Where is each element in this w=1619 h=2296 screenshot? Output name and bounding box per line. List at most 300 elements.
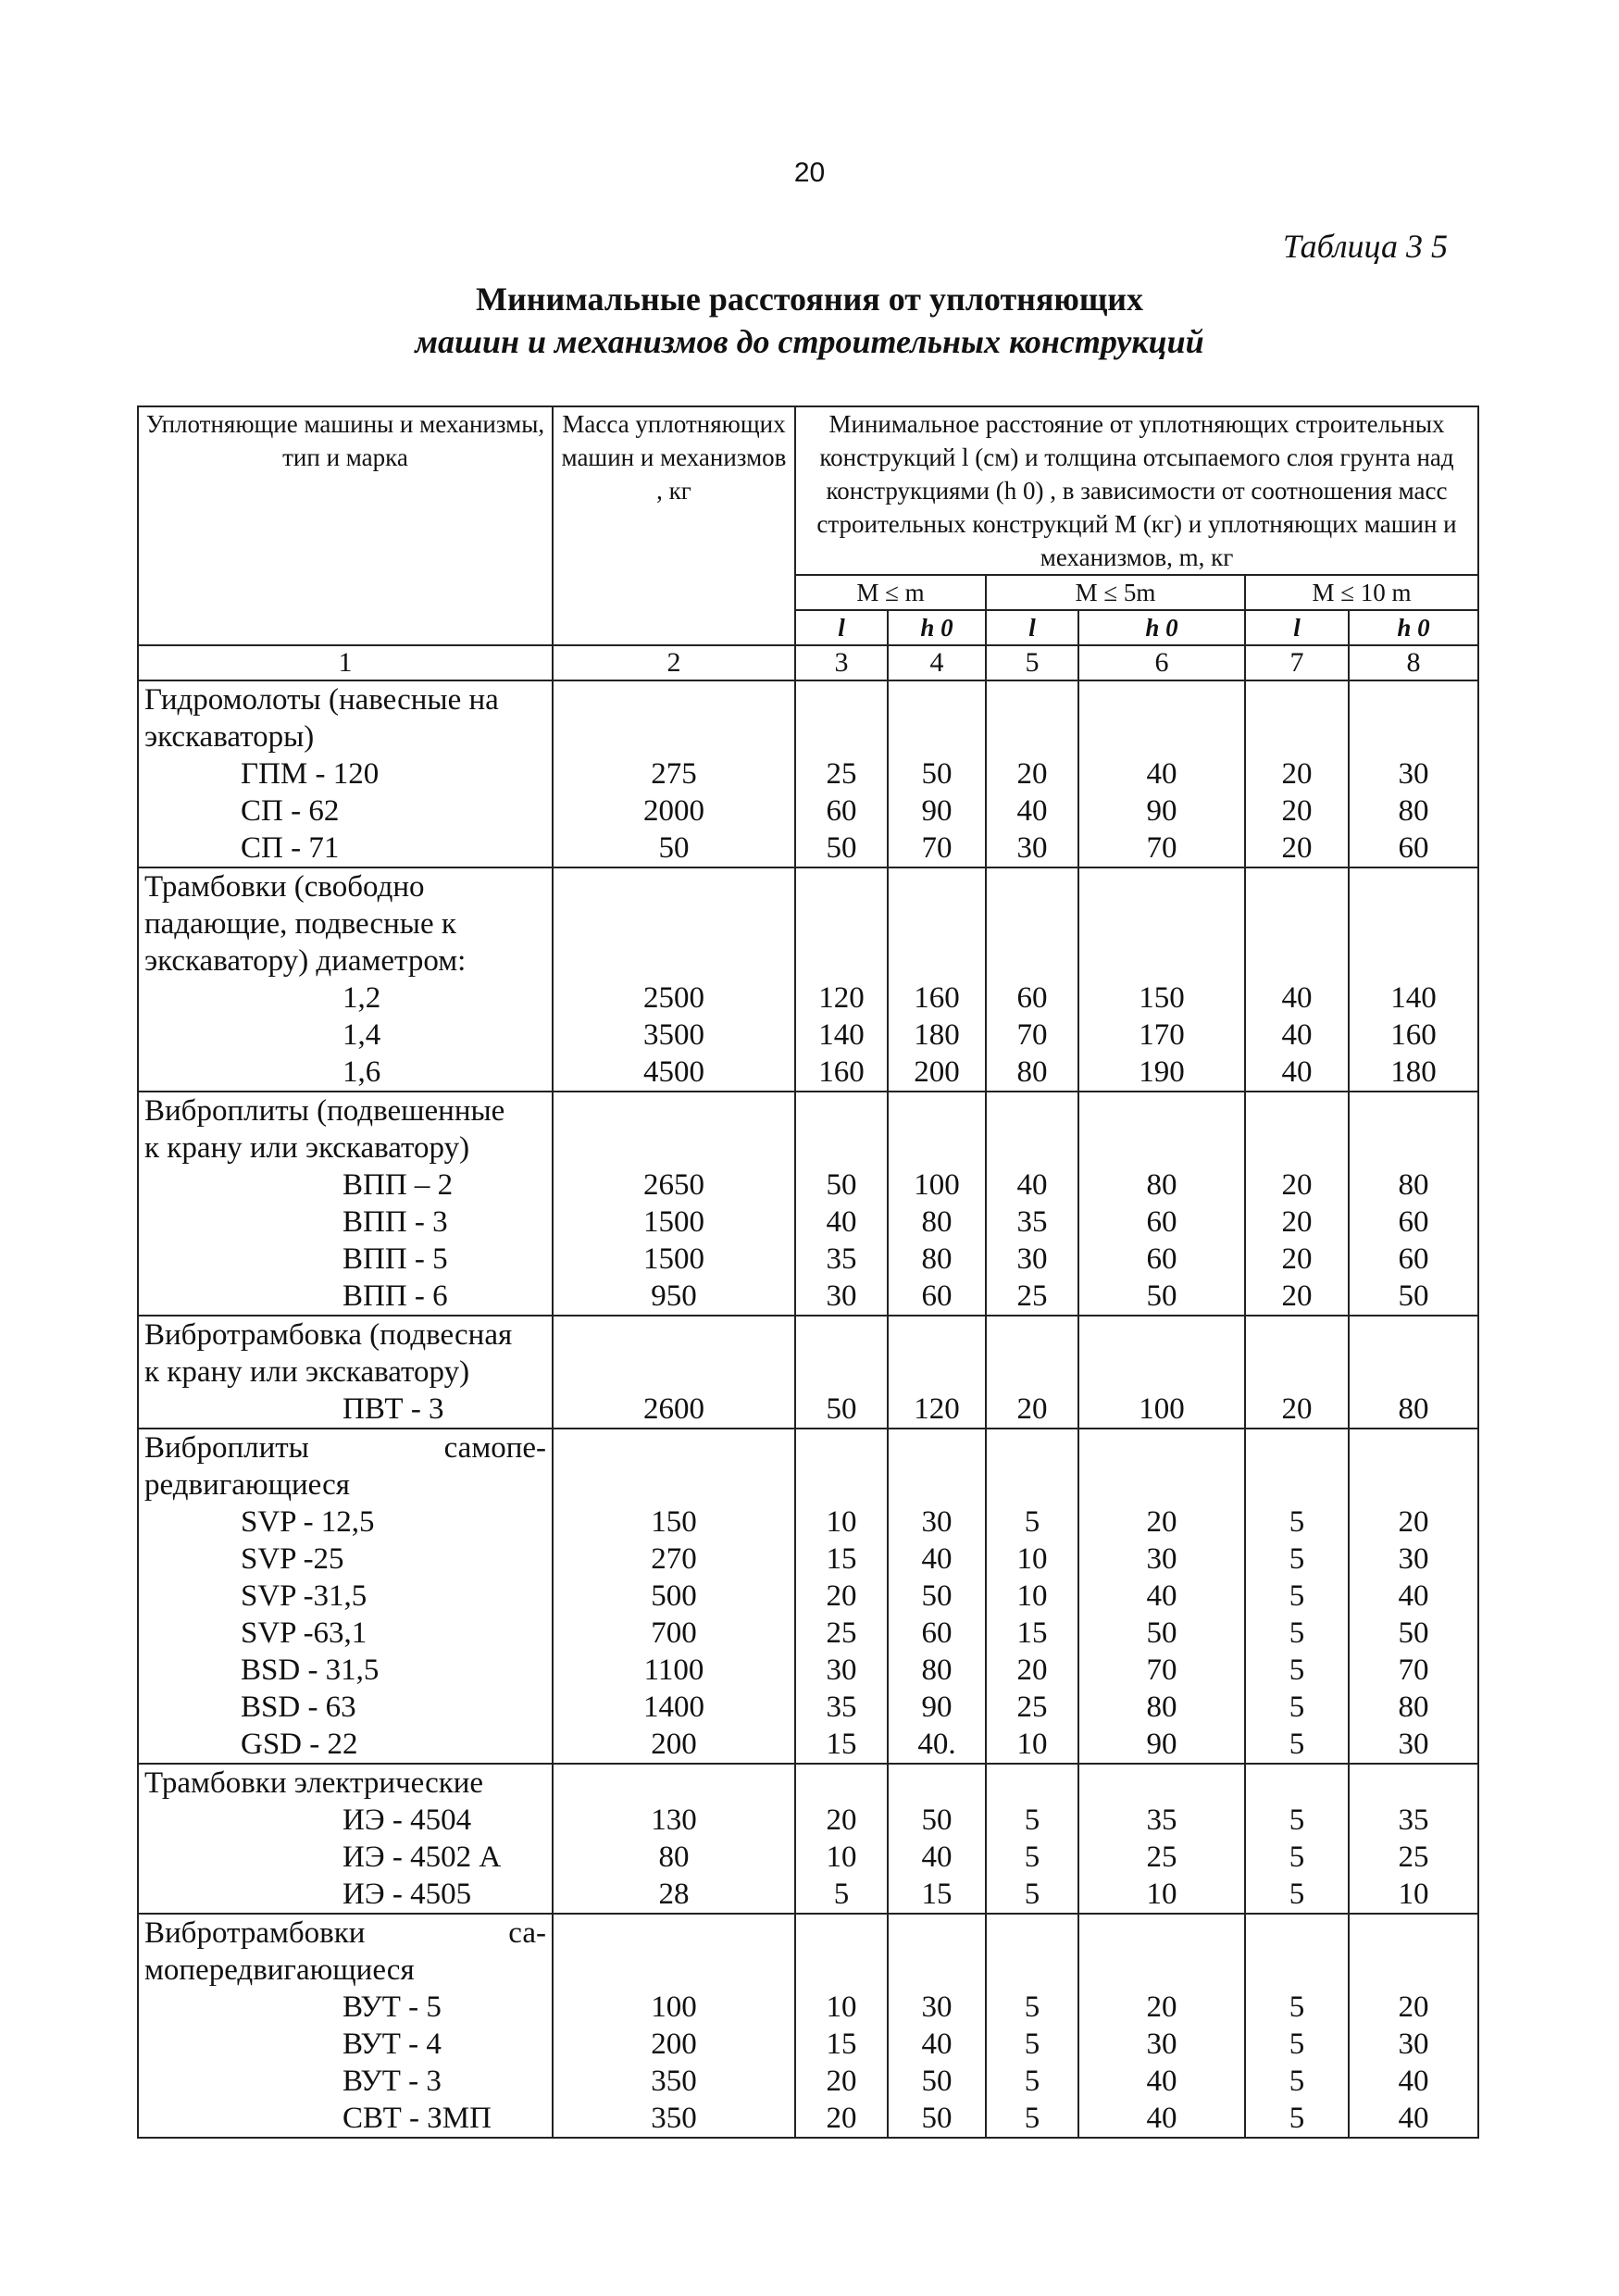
distance-cell: [795, 1764, 888, 1802]
mass-cell: 3500: [553, 1017, 795, 1054]
distance-cell: [1245, 867, 1349, 905]
distance-cell: 40: [888, 1541, 986, 1578]
distance-cell: 15: [888, 1876, 986, 1914]
distance-cell: 5: [1245, 1615, 1349, 1652]
distance-cell: [1349, 680, 1478, 718]
col-number: 6: [1078, 645, 1245, 680]
distance-cell: 20: [1245, 1391, 1349, 1429]
group-heading-row: [138, 867, 1478, 905]
distance-cell: [1078, 867, 1245, 905]
distance-cell: 10: [795, 1839, 888, 1876]
machine-name: СП - 71: [138, 830, 553, 867]
distance-cell: [1078, 905, 1245, 942]
distance-cell: 80: [986, 1054, 1078, 1092]
distance-cell: [888, 905, 986, 942]
distance-cell: 5: [1245, 2100, 1349, 2138]
mass-cell: [553, 680, 795, 718]
group-name: экскаваторы): [138, 718, 553, 755]
distance-cell: 60: [888, 1615, 986, 1652]
machine-name: ВПП - 5: [138, 1241, 553, 1278]
distance-cell: 140: [795, 1017, 888, 1054]
distance-cell: 40: [1245, 1054, 1349, 1092]
col-number: 1: [138, 645, 553, 680]
distance-cell: 25: [1078, 1839, 1245, 1876]
distance-cell: 160: [795, 1054, 888, 1092]
distance-cell: 10: [1078, 1876, 1245, 1914]
distance-cell: [1349, 718, 1478, 755]
distance-cell: 10: [986, 1541, 1078, 1578]
distance-cell: [795, 718, 888, 755]
distance-cell: [888, 1316, 986, 1354]
distance-cell: 30: [888, 1504, 986, 1541]
distance-cell: 180: [1349, 1054, 1478, 1092]
distance-cell: 30: [986, 830, 1078, 867]
distance-cell: 70: [1349, 1652, 1478, 1689]
distance-cell: [1078, 1952, 1245, 1989]
distance-cell: 60: [1078, 1204, 1245, 1241]
table-row: [138, 1578, 1478, 1615]
machine-name: 1,2: [138, 980, 553, 1017]
machine-name: ВУТ - 4: [138, 2026, 553, 2063]
distance-cell: 50: [795, 1167, 888, 1204]
machine-name: ИЭ - 4504: [138, 1802, 553, 1839]
distance-cell: 40: [1078, 2063, 1245, 2100]
distance-cell: [1349, 942, 1478, 980]
distance-cell: 35: [795, 1241, 888, 1278]
distance-cell: [986, 1466, 1078, 1504]
distance-cell: 40: [986, 792, 1078, 830]
table-row: [138, 1989, 1478, 2026]
distance-cell: 20: [1245, 830, 1349, 867]
distance-cell: [795, 905, 888, 942]
distance-cell: 5: [1245, 2063, 1349, 2100]
distance-cell: 80: [1349, 1391, 1478, 1429]
distance-cell: [1078, 1354, 1245, 1391]
distance-cell: 15: [986, 1615, 1078, 1652]
distance-cell: 5: [1245, 1876, 1349, 1914]
distance-cell: [1245, 942, 1349, 980]
distance-cell: 60: [1078, 1241, 1245, 1278]
distance-cell: [986, 1092, 1078, 1129]
mass-cell: 1500: [553, 1241, 795, 1278]
distance-cell: [1349, 1764, 1478, 1802]
distance-cell: [1078, 1092, 1245, 1129]
distance-cell: 20: [1349, 1989, 1478, 2026]
distance-cell: 20: [1349, 1504, 1478, 1541]
mass-cell: 80: [553, 1839, 795, 1876]
distance-cell: [1349, 1466, 1478, 1504]
distance-cell: 80: [1349, 1689, 1478, 1726]
distance-cell: 180: [888, 1017, 986, 1054]
distance-cell: 80: [1349, 792, 1478, 830]
table-row: [138, 1802, 1478, 1839]
distance-cell: 60: [1349, 830, 1478, 867]
distance-cell: 150: [1078, 980, 1245, 1017]
distance-cell: 15: [795, 1541, 888, 1578]
distance-cell: [888, 1914, 986, 1952]
group-name: мопередвигающиеся: [138, 1952, 553, 1989]
distance-cell: [986, 1952, 1078, 1989]
distance-cell: 15: [795, 2026, 888, 2063]
distance-cell: 20: [1245, 1241, 1349, 1278]
header-h-3: h 0: [1349, 610, 1478, 645]
table-row: [138, 1278, 1478, 1316]
distance-cell: 40: [888, 2026, 986, 2063]
group-heading-row: [138, 1429, 1478, 1466]
distance-cell: 5: [1245, 1839, 1349, 1876]
distance-cell: 60: [795, 792, 888, 830]
machine-name: ПВТ - 3: [138, 1391, 553, 1429]
distance-cell: 50: [1349, 1278, 1478, 1316]
distance-cell: 40: [1078, 755, 1245, 792]
distance-cell: 5: [986, 1876, 1078, 1914]
machine-name: СВТ - ЗМП: [138, 2100, 553, 2138]
mass-cell: 1500: [553, 1204, 795, 1241]
distance-cell: 20: [1245, 1278, 1349, 1316]
mass-cell: [553, 1466, 795, 1504]
distance-cell: [1078, 1764, 1245, 1802]
distance-cell: 5: [1245, 1541, 1349, 1578]
table-row: [138, 1541, 1478, 1578]
distance-cell: [795, 1914, 888, 1952]
machine-name: ГПМ - 120: [138, 755, 553, 792]
distance-cell: [1078, 942, 1245, 980]
group-name: Виброплиты (подвешенные: [138, 1092, 553, 1129]
group-heading-row: [138, 1316, 1478, 1354]
distance-cell: 5: [1245, 1689, 1349, 1726]
distance-cell: 20: [1245, 792, 1349, 830]
distance-cell: [888, 942, 986, 980]
page-number: 20: [793, 157, 826, 188]
header-l-3: l: [1245, 610, 1349, 645]
group-heading-row: [138, 1466, 1478, 1504]
machine-name: ИЭ - 4505: [138, 1876, 553, 1914]
distance-cell: 5: [1245, 1652, 1349, 1689]
group-name: Гидромолоты (навесные на: [138, 680, 553, 718]
distance-cell: [1349, 1354, 1478, 1391]
distance-cell: 10: [986, 1726, 1078, 1764]
distance-cell: 40: [1349, 2063, 1478, 2100]
mass-cell: [553, 1092, 795, 1129]
distance-cell: [888, 1764, 986, 1802]
mass-cell: [553, 1914, 795, 1952]
distance-cell: 30: [888, 1989, 986, 2026]
group-name: к крану или экскаватору): [138, 1129, 553, 1167]
distance-cell: 5: [1245, 1504, 1349, 1541]
distance-cell: 5: [1245, 2026, 1349, 2063]
distance-cell: [888, 1429, 986, 1466]
machine-name: GSD - 22: [138, 1726, 553, 1764]
header-ratio-2: M ≤ 5m: [986, 575, 1245, 610]
distance-cell: [1078, 1914, 1245, 1952]
machine-name: SVP -25: [138, 1541, 553, 1578]
header-mass: Масса уплотняющих машин и механизмов , кг: [553, 406, 795, 645]
group-heading-row: [138, 1354, 1478, 1391]
distance-cell: [1245, 1466, 1349, 1504]
distance-cell: [986, 1764, 1078, 1802]
table-title: [0, 278, 1619, 363]
distance-cell: [986, 1129, 1078, 1167]
distance-cell: 15: [795, 1726, 888, 1764]
distance-cell: 50: [1078, 1278, 1245, 1316]
distance-cell: [888, 1092, 986, 1129]
distance-cell: 25: [986, 1278, 1078, 1316]
group-name: Трамбовки (свободно: [138, 867, 553, 905]
group-name: к крану или экскаватору): [138, 1354, 553, 1391]
distance-cell: [795, 1354, 888, 1391]
distance-cell: 50: [888, 2063, 986, 2100]
distance-cell: 5: [986, 1802, 1078, 1839]
group-heading-row: [138, 718, 1478, 755]
distance-cell: 160: [888, 980, 986, 1017]
distance-cell: [1245, 680, 1349, 718]
distance-cell: 5: [986, 2026, 1078, 2063]
title-line-1: Минимальные расстояния от уплотняющих: [475, 281, 1144, 318]
distance-cell: 60: [888, 1278, 986, 1316]
table-row: [138, 1017, 1478, 1054]
distance-cell: 70: [986, 1017, 1078, 1054]
machine-name: ВУТ - 5: [138, 1989, 553, 2026]
distance-cell: 10: [986, 1578, 1078, 1615]
distance-cell: 40: [1078, 1578, 1245, 1615]
group-heading-row: [138, 1952, 1478, 1989]
distance-cell: [888, 1466, 986, 1504]
distance-cell: 5: [986, 1504, 1078, 1541]
distance-cell: 80: [1078, 1689, 1245, 1726]
machine-name: 1,4: [138, 1017, 553, 1054]
table-row: [138, 2026, 1478, 2063]
distance-cell: 30: [795, 1652, 888, 1689]
col-number: 3: [795, 645, 888, 680]
distance-cell: 50: [888, 755, 986, 792]
distance-cell: 50: [888, 1802, 986, 1839]
table-row: [138, 1652, 1478, 1689]
group-heading-row: [138, 1914, 1478, 1952]
distance-cell: [1349, 1092, 1478, 1129]
distance-cell: 50: [795, 1391, 888, 1429]
distance-cell: [1245, 1316, 1349, 1354]
group-name: редвигающиеся: [138, 1466, 553, 1504]
mass-cell: 700: [553, 1615, 795, 1652]
group-name: экскаватору) диаметром:: [138, 942, 553, 980]
distance-cell: [888, 1129, 986, 1167]
group-name: Трамбовки электрические: [138, 1764, 553, 1802]
mass-cell: [553, 1952, 795, 1989]
table-row: [138, 1726, 1478, 1764]
machine-name: SVP -31,5: [138, 1578, 553, 1615]
table-row: [138, 1615, 1478, 1652]
title-line-2: машин и механизмов до строительных конструкций: [415, 323, 1204, 360]
header-distance: Минимальное расстояние от уплотняющих строительных конструкций l (см) и толщина отсыпаемого слоя грунта над конструкциями (h 0) , в зависимости от соотношения масс строительных конструкций M (кг) и уплотняющих машин и механизмов, m, кг: [795, 406, 1478, 575]
distance-cell: 5: [986, 2100, 1078, 2138]
mass-cell: 200: [553, 2026, 795, 2063]
distance-cell: [1245, 1354, 1349, 1391]
distance-cell: 30: [1078, 2026, 1245, 2063]
distance-cell: [1245, 718, 1349, 755]
distance-cell: [1349, 1129, 1478, 1167]
machine-name: ВПП - 3: [138, 1204, 553, 1241]
distance-cell: 5: [1245, 1989, 1349, 2026]
col-number: 8: [1349, 645, 1478, 680]
distance-cell: [986, 1316, 1078, 1354]
table-row: [138, 1167, 1478, 1204]
mass-cell: 1100: [553, 1652, 795, 1689]
mass-cell: 950: [553, 1278, 795, 1316]
distance-cell: 20: [1245, 755, 1349, 792]
table-row: [138, 1876, 1478, 1914]
distance-cell: 90: [1078, 792, 1245, 830]
group-heading-row: [138, 905, 1478, 942]
distance-cell: 20: [986, 1391, 1078, 1429]
distance-cell: 35: [1078, 1802, 1245, 1839]
distance-cell: 25: [795, 755, 888, 792]
distance-cell: 30: [1349, 2026, 1478, 2063]
table-row: [138, 755, 1478, 792]
distance-cell: [1349, 1914, 1478, 1952]
distance-cell: 200: [888, 1054, 986, 1092]
distance-cell: 100: [1078, 1391, 1245, 1429]
group-heading-row: [138, 1129, 1478, 1167]
table-row: [138, 1054, 1478, 1092]
distance-cell: 20: [986, 1652, 1078, 1689]
machine-name: BSD - 31,5: [138, 1652, 553, 1689]
distance-cell: [795, 1466, 888, 1504]
mass-cell: 270: [553, 1541, 795, 1578]
distance-cell: 30: [1349, 1726, 1478, 1764]
group-name: Вибротрамбовка (подвесная: [138, 1316, 553, 1354]
distance-cell: 20: [795, 1802, 888, 1839]
machine-name: SVP - 12,5: [138, 1504, 553, 1541]
header-h-1: h 0: [888, 610, 986, 645]
mass-cell: [553, 1429, 795, 1466]
distance-cell: [1349, 1316, 1478, 1354]
distance-cell: [986, 905, 1078, 942]
distance-cell: 170: [1078, 1017, 1245, 1054]
mass-cell: 2500: [553, 980, 795, 1017]
mass-cell: [553, 1764, 795, 1802]
table-row: [138, 2100, 1478, 2138]
table-body: [138, 680, 1478, 2138]
machine-name: ВУТ - 3: [138, 2063, 553, 2100]
distance-cell: [1245, 1429, 1349, 1466]
distance-cell: 35: [986, 1204, 1078, 1241]
mass-cell: 4500: [553, 1054, 795, 1092]
distance-cell: 20: [795, 2063, 888, 2100]
distance-cell: [888, 867, 986, 905]
distance-cell: 5: [1245, 1802, 1349, 1839]
mass-cell: [553, 718, 795, 755]
mass-cell: 1400: [553, 1689, 795, 1726]
distance-cell: 30: [1349, 755, 1478, 792]
machine-name: СП - 62: [138, 792, 553, 830]
mass-cell: 275: [553, 755, 795, 792]
distance-cell: [986, 1354, 1078, 1391]
header-machines: Уплотняющие машины и механизмы, тип и марка: [138, 406, 553, 645]
distance-cell: 60: [986, 980, 1078, 1017]
distance-cell: [888, 680, 986, 718]
machine-name: SVP -63,1: [138, 1615, 553, 1652]
table-row: [138, 980, 1478, 1017]
col-number: 7: [1245, 645, 1349, 680]
mass-cell: 200: [553, 1726, 795, 1764]
table-row: [138, 1839, 1478, 1876]
mass-cell: [553, 942, 795, 980]
group-heading-row: [138, 942, 1478, 980]
mass-cell: 2000: [553, 792, 795, 830]
distance-cell: 20: [795, 2100, 888, 2138]
distance-cell: [1245, 1092, 1349, 1129]
machine-name: ВПП - 6: [138, 1278, 553, 1316]
distance-cell: [795, 680, 888, 718]
distance-cell: 40: [795, 1204, 888, 1241]
distance-cell: 30: [795, 1278, 888, 1316]
mass-cell: [553, 905, 795, 942]
distance-cell: [986, 1914, 1078, 1952]
distance-cell: 90: [888, 1689, 986, 1726]
distance-cell: 35: [1349, 1802, 1478, 1839]
distance-cell: 30: [986, 1241, 1078, 1278]
mass-cell: 2600: [553, 1391, 795, 1429]
distance-cell: 40: [888, 1839, 986, 1876]
distance-cell: [986, 867, 1078, 905]
distance-cell: [795, 942, 888, 980]
mass-cell: [553, 1316, 795, 1354]
distance-cell: 90: [888, 792, 986, 830]
mass-cell: 28: [553, 1876, 795, 1914]
group-name: Вибротрамбовки са-: [138, 1914, 553, 1952]
mass-cell: [553, 1129, 795, 1167]
distance-cell: [1349, 867, 1478, 905]
distance-cell: 60: [1349, 1241, 1478, 1278]
distance-cell: 20: [1245, 1167, 1349, 1204]
mass-cell: 130: [553, 1802, 795, 1839]
header-h-2: h 0: [1078, 610, 1245, 645]
distance-cell: 40: [986, 1167, 1078, 1204]
group-heading-row: [138, 1764, 1478, 1802]
table-row: [138, 830, 1478, 867]
distance-cell: [986, 942, 1078, 980]
distance-cell: 10: [795, 1504, 888, 1541]
machine-name: 1,6: [138, 1054, 553, 1092]
distance-cell: 50: [795, 830, 888, 867]
distance-cell: [795, 1429, 888, 1466]
distance-cell: [1245, 905, 1349, 942]
distance-cell: 120: [795, 980, 888, 1017]
distance-cell: [1245, 1914, 1349, 1952]
distance-cell: 80: [1078, 1167, 1245, 1204]
distance-cell: 100: [888, 1167, 986, 1204]
distance-cell: [1245, 1764, 1349, 1802]
distance-cell: 50: [1078, 1615, 1245, 1652]
distance-table: [137, 406, 1479, 2139]
mass-cell: 50: [553, 830, 795, 867]
distance-cell: [1349, 1952, 1478, 1989]
distance-cell: [795, 1092, 888, 1129]
mass-cell: 350: [553, 2063, 795, 2100]
distance-cell: 10: [795, 1989, 888, 2026]
group-heading-row: [138, 1092, 1478, 1129]
header-ratio-3: M ≤ 10 m: [1245, 575, 1478, 610]
table-row: [138, 1689, 1478, 1726]
distance-cell: [1078, 1316, 1245, 1354]
distance-cell: [1078, 680, 1245, 718]
distance-cell: 5: [986, 1839, 1078, 1876]
col-number: 2: [553, 645, 795, 680]
distance-cell: 50: [888, 1578, 986, 1615]
machine-name: BSD - 63: [138, 1689, 553, 1726]
distance-cell: 5: [1245, 1578, 1349, 1615]
distance-cell: 20: [1078, 1989, 1245, 2026]
